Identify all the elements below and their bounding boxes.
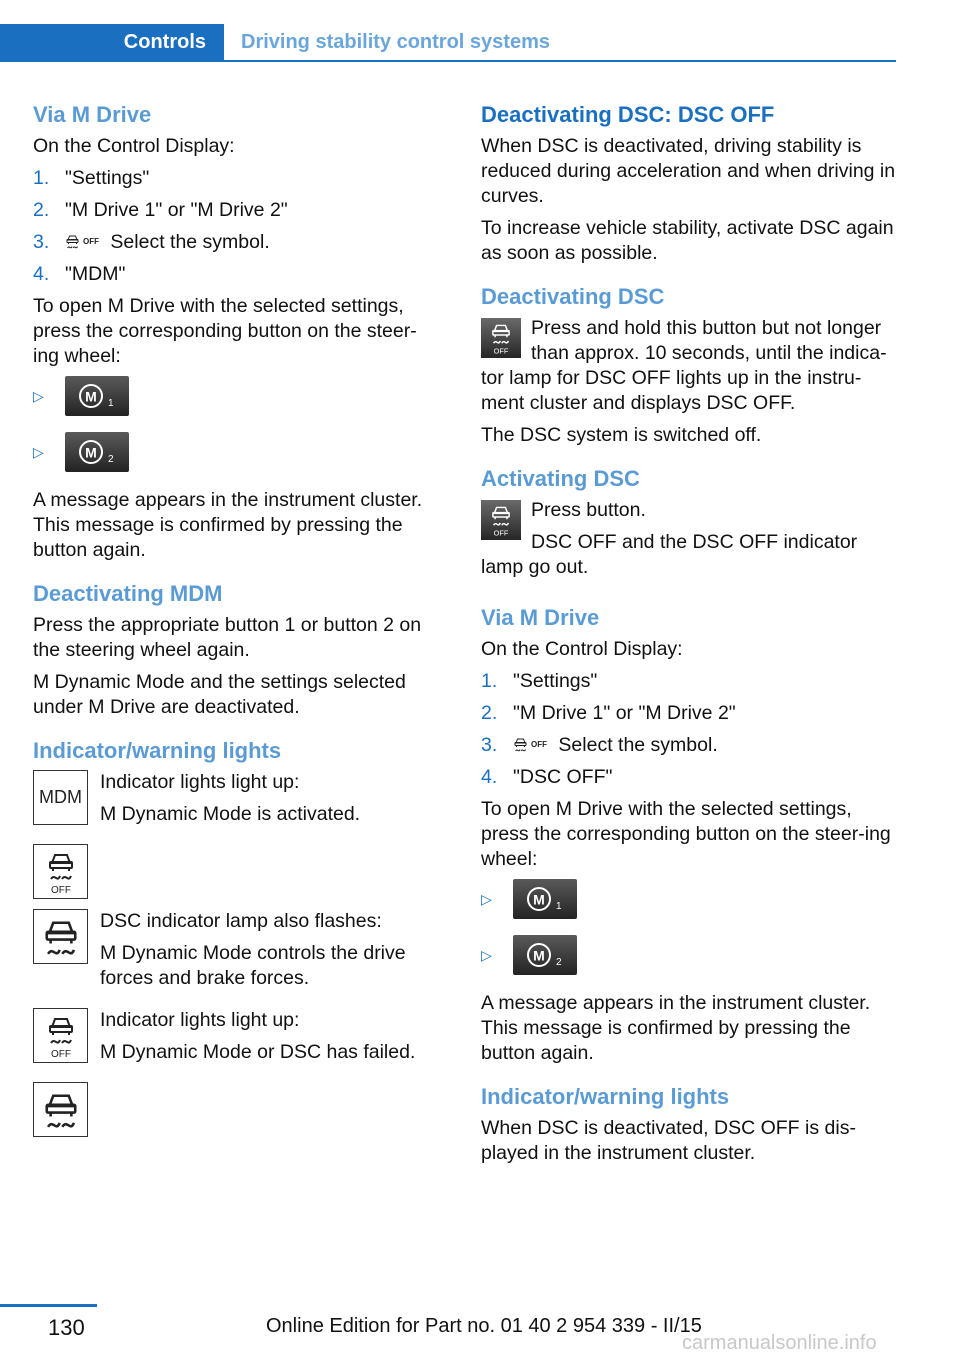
svg-text:2: 2 — [556, 957, 562, 968]
indicator-text: M Dynamic Mode controls the drive forces and brake forces. — [100, 942, 406, 989]
svg-text:OFF: OFF — [83, 237, 99, 246]
indicator-row-dsc-off — [33, 844, 439, 899]
m2-glyph-icon — [75, 437, 119, 467]
step-number: 3. — [481, 734, 498, 756]
list-item — [33, 432, 439, 472]
text-deactivating-mdm-1: Press the appropriate button 1 or button 2 on the steering wheel again. — [33, 614, 422, 661]
step-number: 1. — [481, 670, 498, 692]
text-switched-off: The DSC system is switched off. — [481, 424, 762, 446]
indicator-text: M Dynamic Mode or DSC has failed. — [100, 1041, 416, 1063]
svg-text:1: 1 — [108, 398, 114, 409]
dsc-off-lamp-icon — [33, 844, 88, 899]
mdm-lamp-icon: MDM — [33, 770, 88, 825]
indicator-text: Indicator lights light up: — [100, 771, 300, 793]
list-item — [481, 879, 897, 919]
list-item — [481, 733, 897, 758]
steps-list — [481, 669, 897, 790]
m1-glyph-icon — [75, 381, 119, 411]
watermark: carmanualsonline.info — [682, 1332, 877, 1354]
text-dsc-off-go-out: DSC OFF and the DSC OFF indicator lamp go out. — [481, 531, 858, 578]
list-item — [33, 376, 439, 416]
indicator-row-mdm — [33, 770, 439, 834]
triangle-bullet-icon: ▷ — [481, 946, 492, 963]
step-number: 3. — [33, 231, 50, 253]
triangle-bullet-icon: ▷ — [33, 387, 44, 404]
svg-text:M: M — [533, 891, 545, 908]
text-deactivate-1: When DSC is deactivated, driving stability is reduced during acceleration and when driving in curves. — [481, 135, 896, 207]
step-text: Select the symbol. — [110, 231, 270, 253]
step-text: "MDM" — [65, 263, 126, 285]
text-indicator-dsc-off: When DSC is deactivated, DSC OFF is dis‐played in the instrument cluster. — [481, 1117, 856, 1164]
m1-button-icon — [65, 376, 129, 416]
step-text: Select the symbol. — [558, 734, 718, 756]
indicator-text: Indicator lights light up: — [100, 1009, 300, 1031]
list-item — [481, 935, 897, 975]
step-text: "DSC OFF" — [513, 766, 613, 788]
heading-deactivating-dsc-off: Deactivating DSC: DSC OFF — [481, 102, 775, 127]
text-press-button: Press button. — [531, 499, 646, 521]
text-press-and-hold: Press and hold this button but not longer than approx. 10 seconds, until the indica‐tor lamp for DSC OFF lights up in the instru‐ment cluster and displays DSC OFF. — [481, 317, 887, 414]
page-header — [0, 24, 896, 62]
activating-dsc-block — [481, 498, 897, 587]
text-deactivate-2: To increase vehicle stability, activate DSC again as soon as possible. — [481, 217, 894, 264]
step-text: "M Drive 1" or "M Drive 2" — [513, 702, 736, 724]
text-message-appears: A message appears in the instrument cluster. This message is confirmed by pressing the button again. — [481, 992, 871, 1064]
list-item — [33, 262, 439, 287]
dsc-off-lamp-icon — [33, 1008, 88, 1063]
step-number: 4. — [33, 263, 50, 285]
page-number: 130 — [48, 1315, 85, 1340]
left-column — [33, 100, 439, 1147]
svg-text:OFF: OFF — [50, 884, 71, 895]
svg-text:2: 2 — [108, 454, 114, 465]
list-item — [33, 230, 439, 255]
svg-text:OFF: OFF — [493, 528, 509, 537]
dsc-off-button-icon — [481, 318, 521, 358]
indicator-row-dsc-off-failed — [33, 1008, 439, 1072]
dsc-lamp-icon — [33, 1082, 88, 1137]
list-item — [481, 765, 897, 790]
text-on-control-display: On the Control Display: — [33, 135, 235, 157]
list-item — [481, 701, 897, 726]
text-open-m-drive: To open M Drive with the selected settings, press the corresponding button on the steer‐ing wheel: — [481, 798, 891, 870]
dsc-lamp-icon — [33, 909, 88, 964]
indicator-row-dsc-failed — [33, 1082, 439, 1137]
list-item — [481, 669, 897, 694]
dsc-off-symbol-icon — [513, 736, 549, 754]
step-number: 2. — [481, 702, 498, 724]
step-number: 4. — [481, 766, 498, 788]
heading-deactivating-mdm: Deactivating MDM — [33, 581, 223, 606]
header-section-title[interactable]: Driving stability control systems — [241, 31, 550, 53]
step-text: "Settings" — [65, 167, 150, 189]
step-number: 2. — [33, 199, 50, 221]
m2-button-icon — [513, 935, 577, 975]
text-deactivating-mdm-2: M Dynamic Mode and the settings selected under M Drive are deactivated. — [33, 671, 406, 718]
heading-deactivating-dsc: Deactivating DSC — [481, 284, 665, 309]
text-open-m-drive: To open M Drive with the selected settings, press the corresponding button on the steer‐ing wheel: — [33, 295, 417, 367]
svg-text:M: M — [533, 947, 545, 964]
triangle-bullet-icon: ▷ — [481, 890, 492, 907]
svg-text:1: 1 — [556, 901, 562, 912]
svg-text:M: M — [85, 388, 97, 405]
list-item — [33, 198, 439, 223]
m2-glyph-icon — [523, 940, 567, 970]
svg-text:OFF: OFF — [531, 740, 547, 749]
list-item — [33, 166, 439, 191]
heading-indicator-warning-lights: Indicator/warning lights — [33, 738, 282, 763]
heading-via-m-drive: Via M Drive — [481, 605, 600, 630]
triangle-bullet-icon: ▷ — [33, 443, 44, 460]
indicator-text: DSC indicator lamp also flashes: — [100, 910, 382, 932]
header-tab-controls[interactable]: Controls — [0, 24, 224, 60]
heading-indicator-warning-lights: Indicator/warning lights — [481, 1084, 730, 1109]
heading-via-m-drive: Via M Drive — [33, 102, 152, 127]
m1-glyph-icon — [523, 884, 567, 914]
deactivating-dsc-block — [481, 316, 897, 423]
heading-activating-dsc: Activating DSC — [481, 466, 640, 491]
dsc-off-symbol-icon — [65, 233, 101, 251]
step-text: "Settings" — [513, 670, 598, 692]
dsc-off-button-icon — [481, 500, 521, 540]
text-on-control-display: On the Control Display: — [481, 638, 683, 660]
steps-list — [33, 166, 439, 287]
m2-button-icon — [65, 432, 129, 472]
step-number: 1. — [33, 167, 50, 189]
text-message-appears: A message appears in the instrument cluster. This message is confirmed by pressing the button again. — [33, 489, 423, 561]
right-column — [481, 100, 897, 1173]
step-text: "M Drive 1" or "M Drive 2" — [65, 199, 288, 221]
footer-rule — [0, 1304, 97, 1307]
svg-text:OFF: OFF — [493, 346, 509, 355]
m1-button-icon — [513, 879, 577, 919]
indicator-row-dsc — [33, 909, 439, 998]
footer-edition: Online Edition for Part no. 01 40 2 954 339 - II/15 — [266, 1315, 702, 1337]
svg-text:OFF: OFF — [50, 1048, 71, 1059]
svg-text:M: M — [85, 444, 97, 461]
indicator-text: M Dynamic Mode is activated. — [100, 803, 361, 825]
